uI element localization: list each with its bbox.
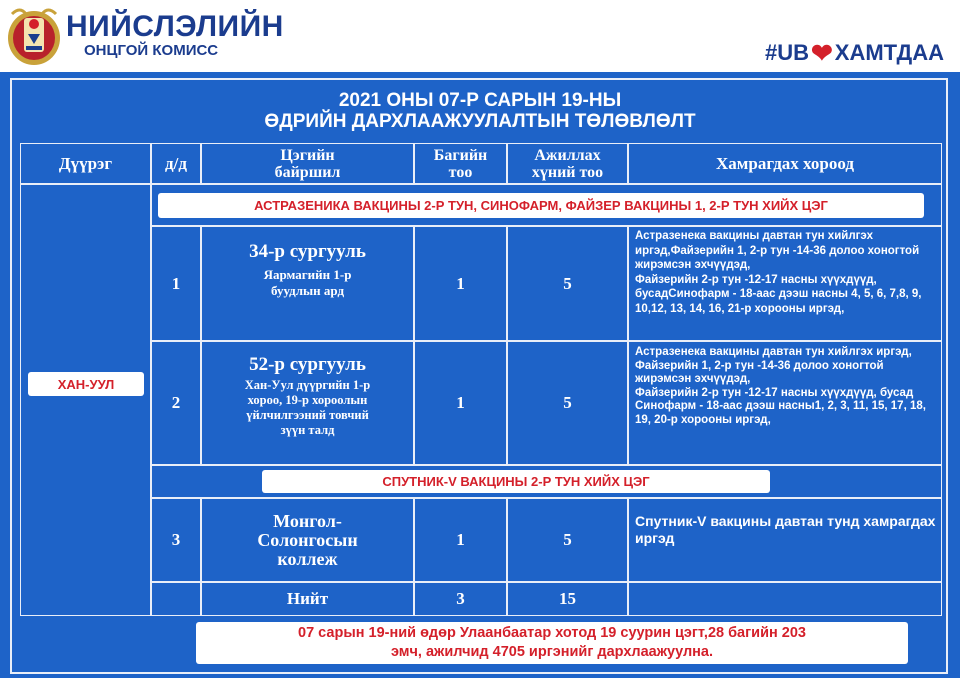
header-teams-l2: тоо (448, 163, 473, 181)
board-title (0, 90, 960, 132)
header-location-l1: Цэгийн (280, 146, 335, 164)
total-label: Нийт (201, 582, 414, 616)
row2-notes-cell (628, 341, 942, 465)
total-notes-cell (628, 582, 942, 616)
row1-place-sub: Яармагийн 1-р буудлын ард (263, 267, 352, 298)
hashtag (765, 40, 944, 66)
total-days: 15 (507, 582, 628, 616)
row2-teams: 1 (414, 341, 507, 465)
row3-no: 3 (151, 498, 201, 582)
row2-notes: Астразенека вакцины давтан тун хийлгэх иргэд, Файзерийн 1, 2-р тун -14-36 долоо хоногтой жирэмсэн эхчүүдэд, Файзерийн 2-р тун -12-17 насны хүүхдүүд, бусад Синофарм - 18-аас дээш насны1, 2, 3, 11, 15, 17, 18, 19, 20-р хорооны иргэд, (635, 346, 926, 426)
district-label: ХАН-УУЛ (28, 372, 144, 396)
row1-notes-cell (628, 226, 942, 341)
page-header (0, 0, 960, 72)
row1-place-name: 34-р сургууль (249, 241, 366, 262)
row2-place (201, 341, 414, 465)
row1-notes: Астразенека вакцины давтан тун хийлгэх иргэд,Файзерийн 1, 2-р тун -14-36 долоо хоногтой жирэмсэн эхчүүдэд, Файзерийн 2-р тун -12-17 насны хүүхдүүд, бусадСинофарм - 18-аас дээш насны 4, 5, 6, 7,8, 9, 10,12, 13, 14, 16, 21-р хорооны иргэд, (635, 230, 922, 315)
hashtag-suffix: ХАМТДАА (834, 40, 944, 65)
org-name-line1: НИЙСЛЭЛИЙН (66, 10, 284, 43)
header-location-l2: байршил (274, 163, 341, 181)
hashtag-prefix: #UB (764, 40, 809, 65)
row3-place: Монгол- Солонгосын коллеж (201, 498, 414, 582)
row1-days: 5 (507, 226, 628, 341)
row2-no: 2 (151, 341, 201, 465)
row3-notes: Спутник-V вакцины давтан тунд хамрагдах иргэд (635, 513, 936, 546)
row2-place-name: 52-р сургууль (249, 354, 366, 375)
total-teams: 3 (414, 582, 507, 616)
org-name-line2: ОНЦГОЙ КОМИСС (84, 42, 219, 59)
header-teams (414, 143, 507, 184)
row1-no: 1 (151, 226, 201, 341)
header-teams-l1: Багийн (433, 146, 488, 164)
row1-place (201, 226, 414, 341)
header-district: Дүүрэг (20, 143, 151, 184)
row1-teams: 1 (414, 226, 507, 341)
row3-notes-cell (628, 498, 942, 582)
header-days (507, 143, 628, 184)
title-line2: ӨДРИЙН ДАРХЛААЖУУЛАЛТЫН ТӨЛӨВЛӨЛТ (264, 111, 696, 132)
district-cell (20, 184, 151, 616)
row2-days: 5 (507, 341, 628, 465)
header-days-l2: хүний тоо (531, 163, 604, 181)
header-khoroo: Хамрагдах хороод (628, 143, 942, 184)
row2-place-sub: Хан-Уул дүүргийн 1-р хороо, 19-р хороолын үйлчилгээний товчий зүүн талд (244, 378, 371, 437)
row3-days: 5 (507, 498, 628, 582)
total-no-cell (151, 582, 201, 616)
header-location (201, 143, 414, 184)
row3-teams: 1 (414, 498, 507, 582)
soyombo-emblem-icon (6, 4, 62, 66)
header-no: д/д (151, 143, 201, 184)
footer-summary: 07 сарын 19-ний өдөр Улаанбаатар хотод 19 суурин цэгт,28 багийн 203 эмч, ажилчид 4705 иргэнийг дархлаажуулна. (196, 622, 908, 664)
heart-icon: ❤ (810, 38, 833, 68)
vaccine-banner-2: СПУТНИК-V ВАКЦИНЫ 2-Р ТУН ХИЙХ ЦЭГ (262, 470, 770, 493)
vaccine-banner-1: АСТРАЗЕНИКА ВАКЦИНЫ 2-Р ТУН, СИНОФАРМ, ФАЙЗЕР ВАКЦИНЫ 1, 2-Р ТУН ХИЙХ ЦЭГ (158, 193, 924, 218)
header-days-l1: Ажиллах (534, 146, 601, 164)
title-line1: 2021 ОНЫ 07-Р САРЫН 19-НЫ (338, 90, 622, 111)
